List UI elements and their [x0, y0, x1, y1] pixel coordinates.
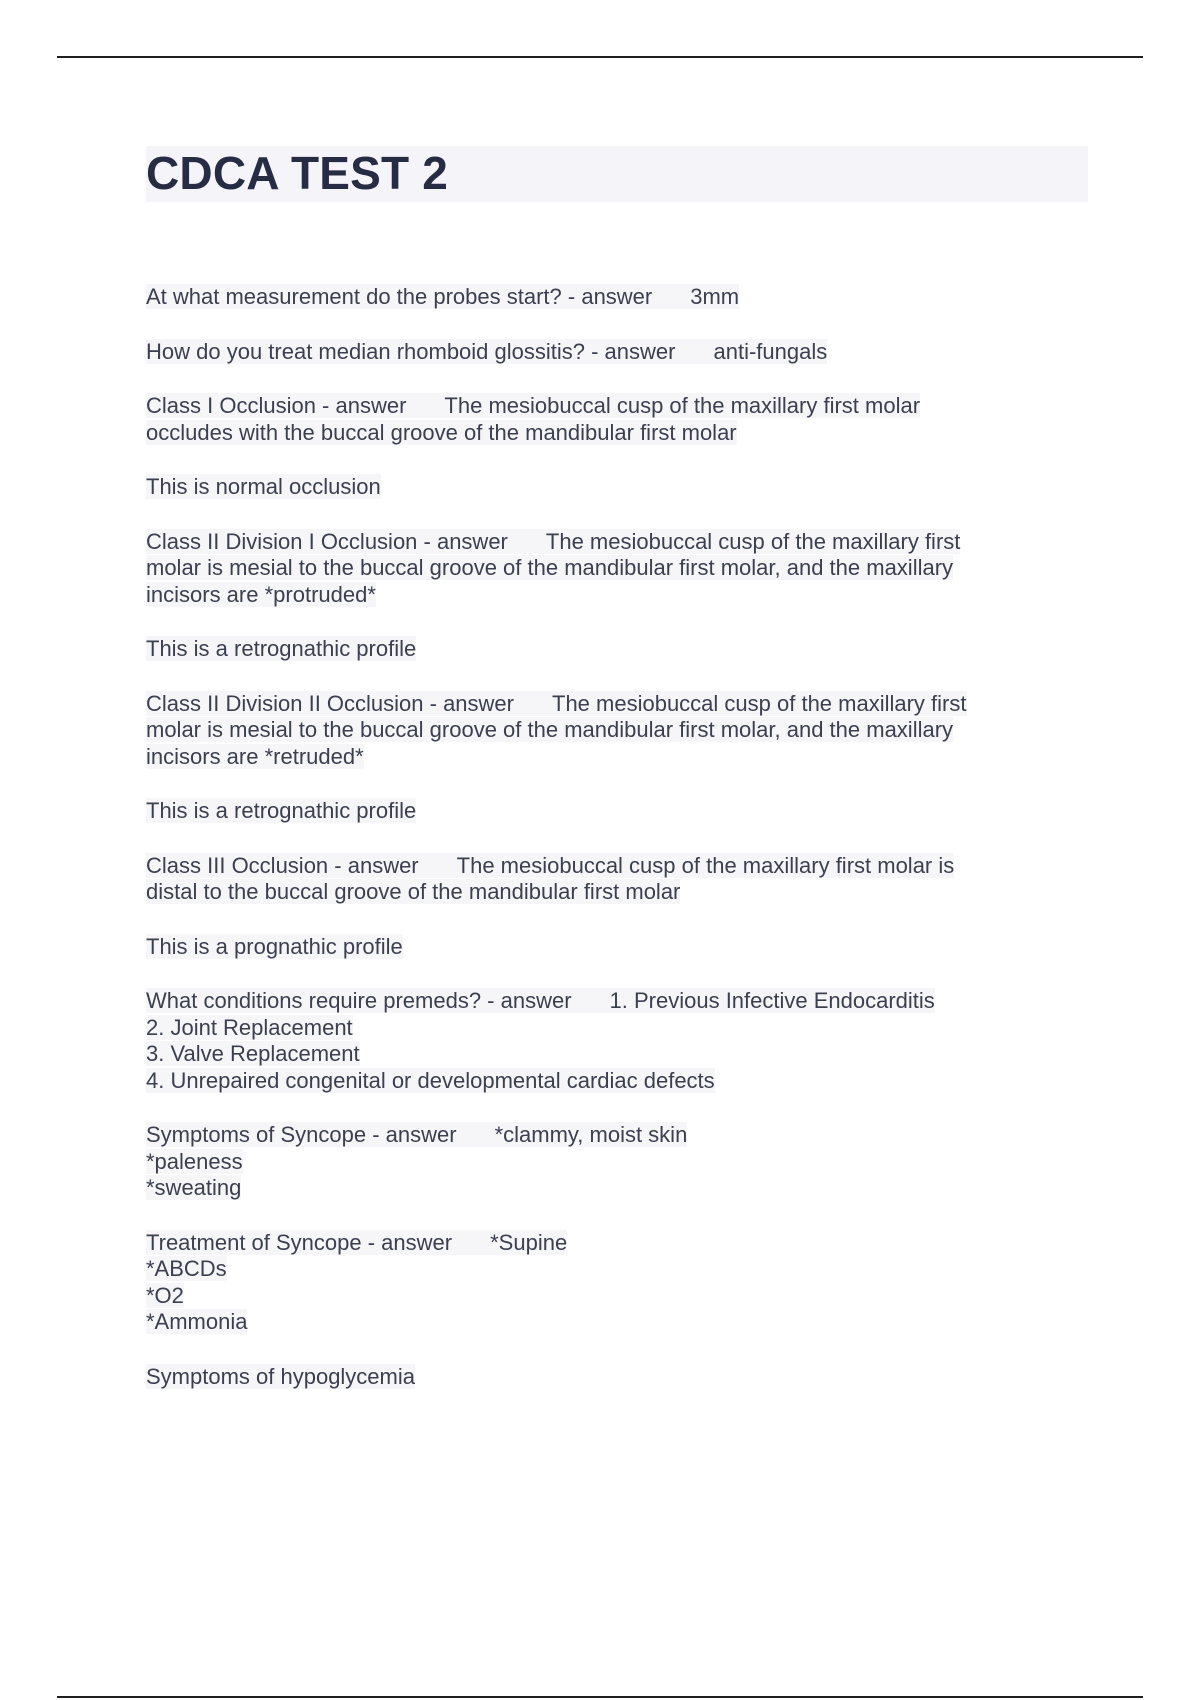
- qa-entry: [146, 339, 1076, 366]
- answer-text: 1. Previous Infective Endocarditis: [609, 988, 935, 1013]
- qa-entry: [146, 393, 1076, 446]
- answer-continuation-text: incisors are *retruded*: [146, 743, 364, 769]
- qa-entry: [146, 636, 1076, 663]
- qa-entry: [146, 853, 1076, 906]
- question-text: Symptoms of Syncope - answer: [146, 1122, 457, 1147]
- answer-continuation-line: [146, 1041, 1076, 1068]
- qa-first-line: [146, 284, 1076, 311]
- answer-text: The mesiobuccal cusp of the maxillary first molar is: [456, 852, 955, 878]
- qa-line-highlight: [146, 691, 967, 716]
- answer-continuation-line: [146, 582, 1076, 609]
- answer-continuation-text: This is a retrognathic profile: [146, 636, 417, 661]
- answer-continuation-line: [146, 420, 1076, 447]
- question-text: Class III Occlusion - answer: [146, 852, 419, 878]
- answer-continuation-line: [146, 1309, 1076, 1336]
- answer-continuation-text: incisors are *protruded*: [146, 581, 376, 607]
- answer-continuation-text: distal to the buccal groove of the mandibular first molar: [146, 879, 681, 904]
- answer-continuation-text: This is normal occlusion: [146, 474, 381, 499]
- qa-line-highlight: [146, 284, 739, 309]
- qa-first-line: [146, 1122, 1076, 1149]
- question-text: How do you treat median rhomboid glossitis? - answer: [146, 338, 676, 364]
- answer-continuation-line: [146, 1175, 1076, 1202]
- qa-line-highlight: [146, 1230, 567, 1255]
- qa-first-line: [146, 529, 1076, 556]
- answer-text: *Supine: [490, 1229, 568, 1255]
- qa-line-highlight: [146, 853, 954, 878]
- question-text: At what measurement do the probes start? - answer: [146, 284, 653, 309]
- qa-first-line: [146, 988, 1076, 1015]
- bottom-rule: [57, 1696, 1143, 1698]
- qa-entry: [146, 798, 1076, 825]
- qa-first-line: [146, 691, 1076, 718]
- answer-continuation-line: [146, 798, 1076, 825]
- qa-entry: [146, 691, 1076, 771]
- answer-continuation-text: 3. Valve Replacement: [146, 1041, 360, 1066]
- answer-text: *clammy, moist skin: [494, 1122, 688, 1147]
- qa-entry: [146, 529, 1076, 609]
- qa-first-line: [146, 393, 1076, 420]
- answer-continuation-line: [146, 879, 1076, 906]
- answer-continuation-line: [146, 934, 1076, 961]
- qa-first-line: [146, 853, 1076, 880]
- qa-entry: [146, 474, 1076, 501]
- answer-continuation-text: *O2: [146, 1282, 184, 1308]
- answer-continuation-line: [146, 555, 1076, 582]
- answer-continuation-line: [146, 636, 1076, 663]
- answer-continuation-text: *Ammonia: [146, 1309, 248, 1334]
- qa-entry: [146, 1122, 1076, 1202]
- answer-continuation-text: Symptoms of hypoglycemia: [146, 1363, 415, 1389]
- qa-entry: [146, 988, 1076, 1094]
- answer-continuation-line: [146, 1015, 1076, 1042]
- answer-continuation-text: occludes with the buccal groove of the mandibular first molar: [146, 419, 737, 445]
- answer-continuation-line: [146, 1283, 1076, 1310]
- top-rule: [57, 56, 1143, 58]
- answer-continuation-line: [146, 474, 1076, 501]
- answer-continuation-line: [146, 1364, 1076, 1391]
- answer-continuation-line: [146, 1256, 1076, 1283]
- qa-line-highlight: [146, 393, 920, 418]
- qa-line-highlight: [146, 988, 935, 1013]
- qa-first-line: [146, 339, 1076, 366]
- answer-continuation-line: [146, 1068, 1076, 1095]
- answer-continuation-text: This is a retrognathic profile: [146, 798, 417, 823]
- question-text: Class II Division II Occlusion - answer: [146, 690, 514, 716]
- question-text: Treatment of Syncope - answer: [146, 1229, 453, 1255]
- answer-continuation-line: [146, 744, 1076, 771]
- qa-first-line: [146, 1230, 1076, 1257]
- answer-continuation-text: molar is mesial to the buccal groove of the mandibular first molar, and the maxillary: [146, 555, 954, 580]
- answer-text: 3mm: [690, 284, 740, 309]
- answer-text: The mesiobuccal cusp of the maxillary first: [545, 528, 961, 554]
- document-title: CDCA TEST 2: [146, 147, 449, 199]
- answer-continuation-line: [146, 1149, 1076, 1176]
- question-text: Class II Division I Occlusion - answer: [146, 528, 508, 554]
- answer-text: The mesiobuccal cusp of the maxillary first: [552, 690, 967, 716]
- qa-entry: [146, 1364, 1076, 1391]
- answer-continuation-text: molar is mesial to the buccal groove of the mandibular first molar, and the maxillary: [146, 717, 954, 742]
- question-text: Class I Occlusion - answer: [146, 393, 407, 418]
- answer-text: The mesiobuccal cusp of the maxillary first molar: [444, 393, 921, 418]
- qa-entry: [146, 1230, 1076, 1336]
- qa-line-highlight: [146, 529, 960, 554]
- qa-entry: [146, 284, 1076, 311]
- question-text: What conditions require premeds? - answer: [146, 988, 572, 1013]
- answer-continuation-text: *ABCDs: [146, 1256, 227, 1281]
- answer-continuation-text: 4. Unrepaired congenital or developmental cardiac defects: [146, 1067, 715, 1093]
- qa-line-highlight: [146, 339, 827, 364]
- document-body: [146, 284, 1076, 1418]
- answer-text: anti-fungals: [713, 338, 828, 364]
- answer-continuation-text: This is a prognathic profile: [146, 933, 403, 959]
- qa-line-highlight: [146, 1122, 687, 1147]
- answer-continuation-text: *sweating: [146, 1175, 242, 1200]
- answer-continuation-text: *paleness: [146, 1148, 243, 1174]
- answer-continuation-text: 2. Joint Replacement: [146, 1014, 353, 1040]
- qa-entry: [146, 934, 1076, 961]
- answer-continuation-line: [146, 717, 1076, 744]
